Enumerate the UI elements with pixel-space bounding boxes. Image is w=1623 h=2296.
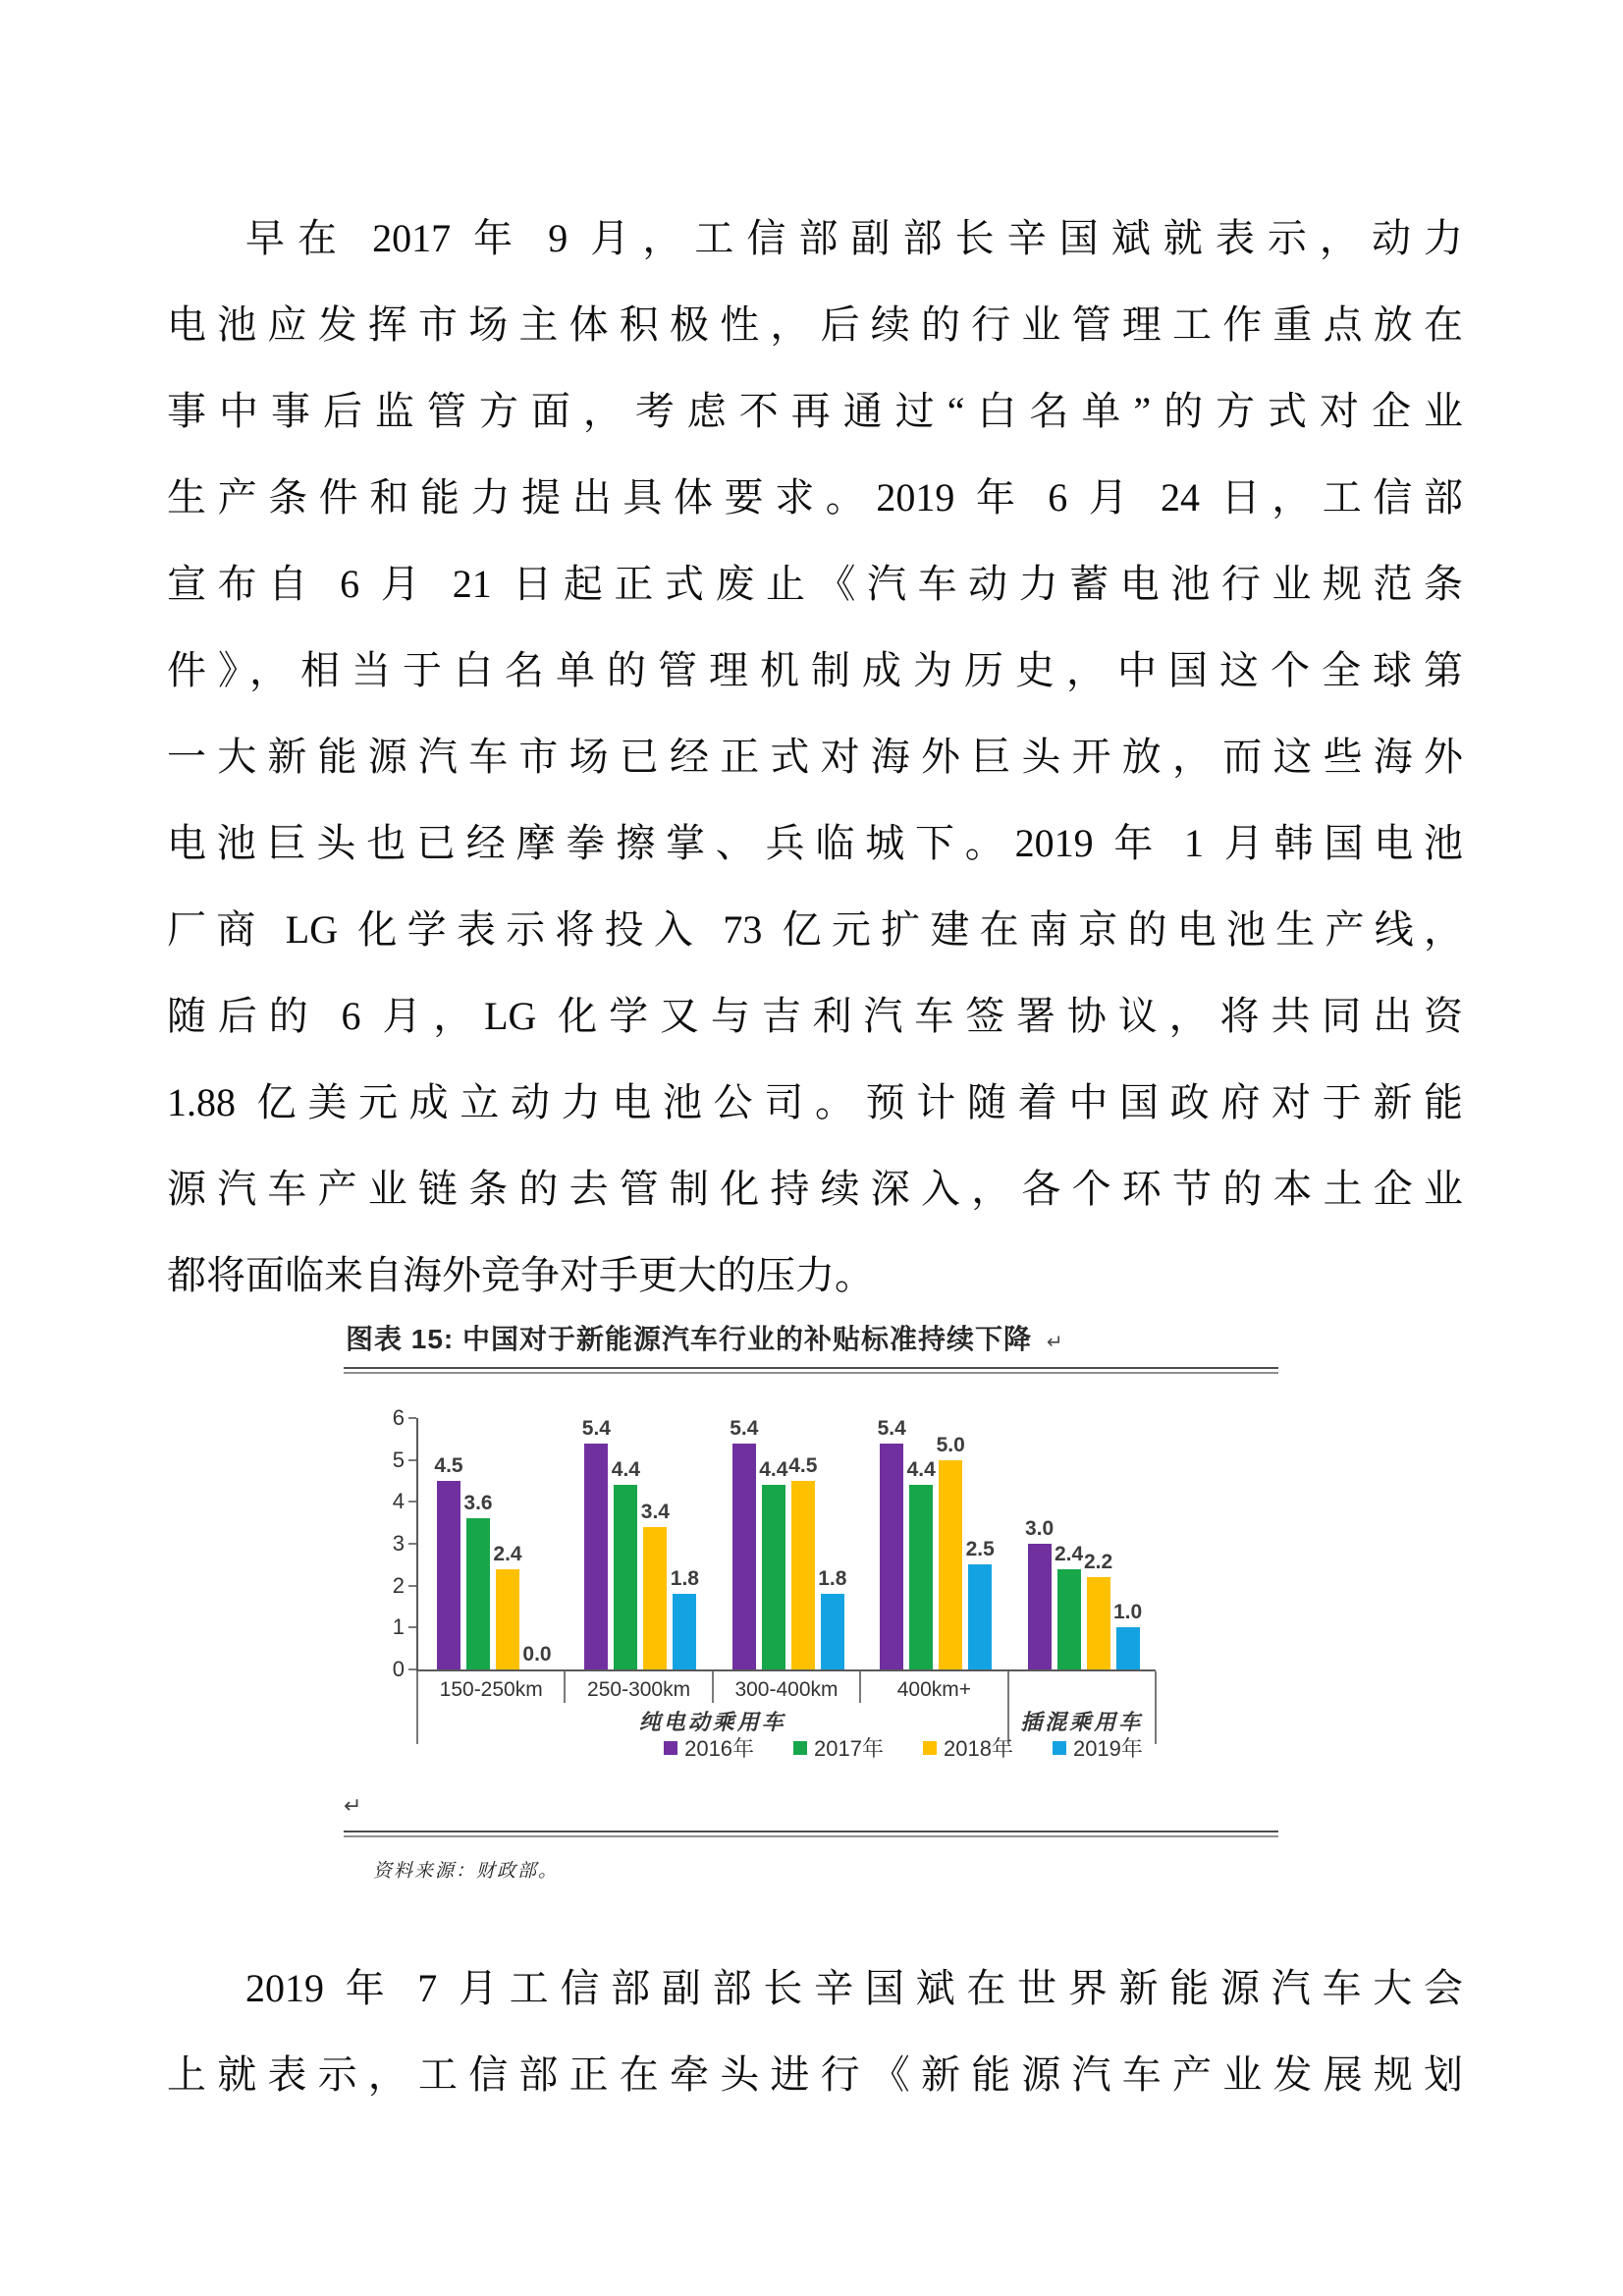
paragraph-mark-icon: ↵ bbox=[344, 1793, 362, 1818]
chart-bar bbox=[821, 1594, 844, 1669]
paragraph-line: 宣布自 6 月 21 日起正式废止《汽车动力蓄电池行业规范条 bbox=[167, 562, 1463, 606]
bar-value-label: 1.8 bbox=[818, 1567, 847, 1591]
y-tick-label: 3 bbox=[392, 1531, 405, 1556]
bar-value-label: 3.6 bbox=[463, 1492, 493, 1515]
chart-bar bbox=[1116, 1627, 1140, 1669]
chart-legend bbox=[628, 1732, 1178, 1763]
bar-value-label: 0.0 bbox=[522, 1643, 552, 1666]
paragraph-line: 电池应发挥市场主体积极性，后续的行业管理工作重点放在 bbox=[167, 302, 1463, 347]
legend-swatch-icon bbox=[793, 1741, 807, 1755]
bar-value-label: 5.4 bbox=[581, 1416, 611, 1440]
paragraph-2 bbox=[167, 1945, 1463, 2118]
figure-source-note: 资料来源：财政部。 bbox=[373, 1861, 560, 1882]
paragraph-line: 随后的 6 月，LG 化学又与吉利汽车签署协议，将共同出资 bbox=[167, 994, 1463, 1038]
bar-value-label: 4.5 bbox=[434, 1454, 463, 1477]
x-axis-label: 150-250km bbox=[439, 1678, 543, 1701]
chart-bar bbox=[909, 1485, 933, 1669]
chart-bar bbox=[939, 1460, 962, 1669]
bar-value-label: 2.5 bbox=[965, 1538, 995, 1561]
paragraph-line: 上就表示，工信部正在牵头进行《新能源汽车产业发展规划 bbox=[167, 2052, 1463, 2097]
bar-value-label: 2.4 bbox=[1054, 1542, 1084, 1565]
chart-bar bbox=[643, 1527, 667, 1669]
y-tick bbox=[408, 1459, 416, 1461]
legend-swatch-icon bbox=[1053, 1741, 1066, 1755]
bar-value-label: 4.4 bbox=[611, 1458, 640, 1482]
y-tick bbox=[408, 1417, 416, 1419]
x-axis-group-label: 插混乘用车 bbox=[1020, 1710, 1144, 1734]
y-tick bbox=[408, 1501, 416, 1503]
y-tick bbox=[408, 1626, 416, 1628]
x-axis-group-label: 纯电动乘用车 bbox=[638, 1710, 786, 1734]
figure-15 bbox=[344, 1316, 1278, 1920]
bar-value-label: 2.2 bbox=[1083, 1551, 1113, 1574]
chart-bar bbox=[762, 1485, 785, 1669]
bar-value-label: 3.4 bbox=[640, 1500, 670, 1523]
return-mark-icon: ↵ bbox=[1046, 1332, 1064, 1353]
legend-swatch-icon bbox=[923, 1741, 937, 1755]
chart-bar bbox=[968, 1564, 992, 1669]
legend-label: 2017年 bbox=[814, 1736, 884, 1761]
chart-bar bbox=[1057, 1569, 1081, 1669]
legend-label: 2018年 bbox=[944, 1736, 1013, 1761]
bar-value-label: 2.4 bbox=[493, 1542, 522, 1565]
paragraph-line: 2019 年 7 月工信部副部长辛国斌在世界新能源汽车大会 bbox=[245, 1966, 1463, 2010]
x-axis-label: 400km+ bbox=[896, 1678, 972, 1701]
y-tick-label: 0 bbox=[392, 1657, 405, 1681]
bar-value-label: 4.4 bbox=[759, 1458, 788, 1482]
y-tick bbox=[408, 1585, 416, 1587]
y-tick bbox=[408, 1543, 416, 1545]
bar-value-label: 5.0 bbox=[936, 1433, 965, 1456]
legend-swatch-icon bbox=[664, 1741, 677, 1755]
legend-item bbox=[664, 1732, 754, 1763]
paragraph-line: 早在 2017 年 9 月，工信部副部长辛国斌就表示，动力 bbox=[245, 216, 1463, 260]
x-axis-label: 250-300km bbox=[587, 1678, 691, 1701]
paragraph-line: 生产条件和能力提出具体要求。2019 年 6 月 24 日，工信部 bbox=[167, 475, 1463, 519]
y-tick-label: 1 bbox=[392, 1614, 405, 1640]
legend-label: 2019年 bbox=[1072, 1736, 1143, 1761]
paragraph-line: 都将面临来自海外竞争对手更大的压力。 bbox=[167, 1253, 874, 1297]
legend-item bbox=[1053, 1732, 1143, 1763]
x-axis-line bbox=[416, 1669, 1156, 1671]
y-tick-label: 2 bbox=[392, 1572, 405, 1598]
paragraph-line: 一大新能源汽车市场已经正式对海外巨头开放，而这些海外 bbox=[167, 735, 1463, 779]
paragraph-1 bbox=[167, 195, 1463, 1319]
bar-value-label: 3.0 bbox=[1024, 1517, 1055, 1540]
legend-item bbox=[793, 1732, 884, 1763]
bar-chart bbox=[344, 1316, 1278, 1920]
bar-value-label: 1.0 bbox=[1112, 1601, 1143, 1624]
x-axis-label: 300-400km bbox=[734, 1678, 839, 1701]
chart-bar bbox=[673, 1594, 696, 1669]
paragraph-line: 事中事后监管方面，考虑不再通过“白名单”的方式对企业 bbox=[167, 389, 1463, 433]
y-tick-label: 5 bbox=[392, 1447, 405, 1472]
figure-caption-prefix: 图表 15: bbox=[346, 1324, 455, 1354]
bar-value-label: 4.4 bbox=[906, 1458, 936, 1482]
y-tick-label: 6 bbox=[392, 1405, 405, 1430]
figure-caption-text: 中国对于新能源汽车行业的补贴标准持续下降 bbox=[462, 1324, 1033, 1354]
bar-value-label: 1.8 bbox=[670, 1567, 699, 1591]
paragraph-line: 电池巨头也已经摩拳擦掌、兵临城下。2019 年 1 月韩国电池 bbox=[167, 821, 1463, 865]
paragraph-line: 1.88 亿美元成立动力电池公司。预计随着中国政府对于新能 bbox=[167, 1080, 1463, 1124]
y-tick-label: 4 bbox=[392, 1489, 405, 1514]
paragraph-line: 件》，相当于白名单的管理机制成为历史，中国这个全球第 bbox=[167, 648, 1463, 692]
bar-value-label: 4.5 bbox=[788, 1454, 818, 1477]
y-tick bbox=[408, 1668, 416, 1670]
bar-value-label: 5.4 bbox=[730, 1416, 759, 1440]
figure-bottom-rule bbox=[344, 1831, 1278, 1837]
bar-value-label: 5.4 bbox=[877, 1416, 906, 1440]
legend-label: 2016年 bbox=[684, 1736, 755, 1761]
paragraph-line: 源汽车产业链条的去管制化持续深入，各个环节的本土企业 bbox=[167, 1167, 1463, 1211]
paragraph-line: 厂商 LG 化学表示将投入 73 亿元扩建在南京的电池生产线， bbox=[167, 907, 1463, 952]
legend-item bbox=[923, 1732, 1013, 1763]
